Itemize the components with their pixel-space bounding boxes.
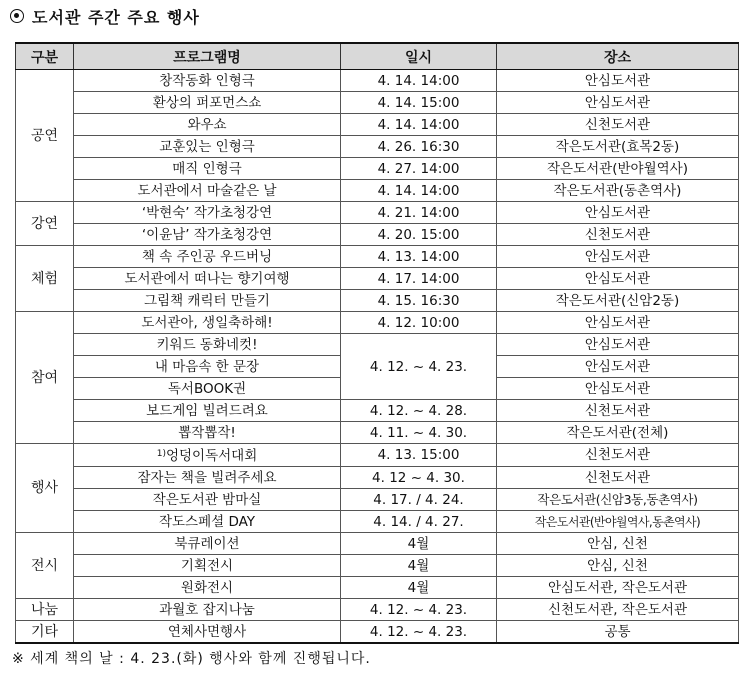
place-cell: 공통 xyxy=(497,621,739,644)
place-cell: 신천도서관 xyxy=(497,467,739,489)
table-row xyxy=(16,180,739,202)
program-cell: 잠자는 책을 빌려주세요 xyxy=(74,467,341,489)
program-cell: 매직 인형극 xyxy=(74,158,341,180)
program-cell: 독서BOOK권 xyxy=(74,378,341,400)
place-cell: 신천도서관 xyxy=(497,114,739,136)
table-row xyxy=(16,92,739,114)
program-cell: ‘이윤남’ 작가초청강연 xyxy=(74,224,341,246)
date-cell: 4. 12. ~ 4. 23. xyxy=(341,334,497,400)
date-cell: 4. 17. / 4. 24. xyxy=(341,489,497,511)
place-cell: 안심도서관 xyxy=(497,268,739,290)
header-program: 프로그램명 xyxy=(74,43,341,70)
program-cell: 과월호 잡지나눔 xyxy=(74,599,341,621)
footnote: ※ 세계 책의 날 : 4. 23.(화) 행사와 함께 진행됩니다. xyxy=(12,651,371,667)
place-cell: 작은도서관(반야월역사,동촌역사) xyxy=(497,511,739,533)
table-row xyxy=(16,489,739,511)
table-row xyxy=(16,202,739,224)
table-row xyxy=(16,268,739,290)
date-cell: 4. 20. 15:00 xyxy=(341,224,497,246)
date-cell: 4. 13. 14:00 xyxy=(341,246,497,268)
date-cell: 4월 xyxy=(341,577,497,599)
place-cell: 안심도서관 xyxy=(497,70,739,92)
date-cell: 4. 26. 16:30 xyxy=(341,136,497,158)
bullet-circle-icon xyxy=(10,9,24,23)
date-cell: 4. 12. ~ 4. 23. xyxy=(341,621,497,644)
category-cell: 체험 xyxy=(16,246,74,312)
date-cell: 4. 14. 14:00 xyxy=(341,70,497,92)
table-row xyxy=(16,290,739,312)
place-cell: 신천도서관 xyxy=(497,444,739,467)
program-cell: 원화전시 xyxy=(74,577,341,599)
place-cell: 작은도서관(전체) xyxy=(497,422,739,444)
place-cell: 안심도서관 xyxy=(497,378,739,400)
date-cell: 4. 13. 15:00 xyxy=(341,444,497,467)
table-row xyxy=(16,467,739,489)
category-cell: 행사 xyxy=(16,444,74,533)
place-cell: 안심도서관 xyxy=(497,92,739,114)
program-cell: 뽑작뽑작! xyxy=(74,422,341,444)
place-cell: 안심도서관 xyxy=(497,356,739,378)
place-cell: 안심도서관 xyxy=(497,246,739,268)
category-cell: 공연 xyxy=(16,70,74,202)
table-row xyxy=(16,422,739,444)
program-cell: 북큐레이션 xyxy=(74,533,341,555)
program-cell: 책 속 주인공 우드버닝 xyxy=(74,246,341,268)
category-cell: 나눔 xyxy=(16,599,74,621)
program-cell: 교훈있는 인형극 xyxy=(74,136,341,158)
place-cell: 작은도서관(반야월역사) xyxy=(497,158,739,180)
date-cell: 4. 21. 14:00 xyxy=(341,202,497,224)
program-cell: 환상의 퍼포먼스쇼 xyxy=(74,92,341,114)
date-cell: 4. 15. 16:30 xyxy=(341,290,497,312)
header-row xyxy=(16,43,739,70)
date-cell: 4. 14. / 4. 27. xyxy=(341,511,497,533)
program-cell: 도서관에서 떠나는 향기여행 xyxy=(74,268,341,290)
program-cell: 작도스페셜 DAY xyxy=(74,511,341,533)
date-cell: 4. 12. 10:00 xyxy=(341,312,497,334)
program-cell: 창작동화 인형극 xyxy=(74,70,341,92)
footnote-mark: 1) xyxy=(156,449,166,459)
section-heading xyxy=(10,4,200,28)
header-category: 구분 xyxy=(16,43,74,70)
table-row xyxy=(16,136,739,158)
date-cell: 4. 12 ~ 4. 30. xyxy=(341,467,497,489)
table-row xyxy=(16,334,739,356)
table-row xyxy=(16,533,739,555)
page-title: 도서관 주간 주요 행사 xyxy=(32,7,200,27)
program-cell: 내 마음속 한 문장 xyxy=(74,356,341,378)
place-cell: 작은도서관(효목2동) xyxy=(497,136,739,158)
program-cell: 그림책 캐릭터 만들기 xyxy=(74,290,341,312)
place-cell: 신천도서관, 작은도서관 xyxy=(497,599,739,621)
place-cell: 안심, 신천 xyxy=(497,533,739,555)
category-cell: 참여 xyxy=(16,312,74,444)
date-cell: 4. 14. 15:00 xyxy=(341,92,497,114)
table-row xyxy=(16,444,739,467)
program-cell: 도서관아, 생일축하해! xyxy=(74,312,341,334)
category-cell: 강연 xyxy=(16,202,74,246)
program-name: 엉덩이독서대회 xyxy=(165,448,258,464)
place-cell: 신천도서관 xyxy=(497,400,739,422)
table-row xyxy=(16,577,739,599)
place-cell: 안심, 신천 xyxy=(497,555,739,577)
date-cell: 4. 17. 14:00 xyxy=(341,268,497,290)
category-cell: 기타 xyxy=(16,621,74,644)
table-row xyxy=(16,400,739,422)
date-cell: 4. 14. 14:00 xyxy=(341,180,497,202)
date-cell: 4. 27. 14:00 xyxy=(341,158,497,180)
date-cell: 4월 xyxy=(341,533,497,555)
program-cell: 키워드 동화네컷! xyxy=(74,334,341,356)
table-row xyxy=(16,224,739,246)
place-cell: 작은도서관(신암3동,동촌역사) xyxy=(497,489,739,511)
table-row xyxy=(16,312,739,334)
header-date: 일시 xyxy=(341,43,497,70)
program-cell: 보드게임 빌려드려요 xyxy=(74,400,341,422)
date-cell: 4. 12. ~ 4. 23. xyxy=(341,599,497,621)
place-cell: 안심도서관, 작은도서관 xyxy=(497,577,739,599)
place-cell: 작은도서관(동촌역사) xyxy=(497,180,739,202)
table-row xyxy=(16,158,739,180)
table-row xyxy=(16,599,739,621)
category-cell: 전시 xyxy=(16,533,74,599)
date-cell: 4. 14. 14:00 xyxy=(341,114,497,136)
table-row xyxy=(16,621,739,644)
table-row xyxy=(16,246,739,268)
date-cell: 4월 xyxy=(341,555,497,577)
events-table xyxy=(15,42,739,644)
place-cell: 안심도서관 xyxy=(497,334,739,356)
table-row xyxy=(16,114,739,136)
program-cell: 도서관에서 마술같은 날 xyxy=(74,180,341,202)
table-row xyxy=(16,555,739,577)
program-cell xyxy=(74,444,341,467)
place-cell: 신천도서관 xyxy=(497,224,739,246)
header-place: 장소 xyxy=(497,43,739,70)
program-cell: 작은도서관 밤마실 xyxy=(74,489,341,511)
place-cell: 안심도서관 xyxy=(497,202,739,224)
program-cell: 연체사면행사 xyxy=(74,621,341,644)
table-row xyxy=(16,70,739,92)
program-cell: 와우쇼 xyxy=(74,114,341,136)
table-row xyxy=(16,511,739,533)
place-cell: 안심도서관 xyxy=(497,312,739,334)
program-cell: ‘박현숙’ 작가초청강연 xyxy=(74,202,341,224)
date-cell: 4. 12. ~ 4. 28. xyxy=(341,400,497,422)
program-cell: 기획전시 xyxy=(74,555,341,577)
date-cell: 4. 11. ~ 4. 30. xyxy=(341,422,497,444)
place-cell: 작은도서관(신암2동) xyxy=(497,290,739,312)
